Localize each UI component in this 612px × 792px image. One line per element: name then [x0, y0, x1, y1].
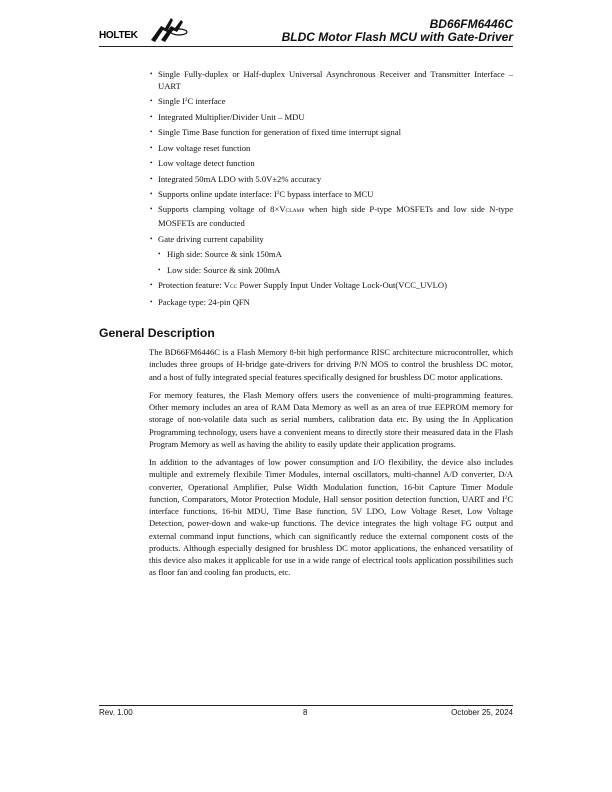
header-divider	[99, 46, 513, 47]
date: October 25, 2024	[451, 708, 513, 717]
list-item	[150, 127, 513, 139]
bullet-icon: •	[150, 281, 153, 289]
bullet-icon: •	[150, 205, 153, 214]
revision: Rev. 1.00	[99, 708, 133, 717]
item-text: Package type: 24-pin QFN	[158, 297, 250, 308]
item-text: Power Supply Input Under Voltage Lock-Out(VCC_UVLO)	[237, 280, 447, 290]
paragraph-text: In addition to the advantages of low power consumption and I/O flexibility, the device also includes multiple and extremely flexibile Timer Modules, internal oscillators, multi-channel A/D converter, D/A converter, Operational Amplifier, Pulse Width Modulation function, 16-bit Capture Timer Module function, Comparators, Motor Protection Module, Hall sensor position detection function, UART and I	[149, 457, 513, 504]
bullet-icon: •	[150, 97, 153, 106]
document-header	[282, 18, 513, 44]
item-text: C bypass interface to MCU	[279, 188, 374, 199]
document-subtitle: BLDC Motor Flash MCU with Gate-Driver	[281, 30, 513, 44]
sub-list-item	[150, 265, 513, 277]
paragraph	[149, 456, 513, 579]
footer-divider	[99, 705, 513, 706]
item-text: Gate driving current capability	[158, 233, 264, 244]
bullet-icon: •	[150, 112, 153, 121]
sub-list-item	[150, 249, 513, 261]
item-text: Supports clamping voltage of 8×V	[158, 204, 286, 215]
subscript: CLAMP	[285, 208, 305, 215]
item-text: Single Time Base function for generation of fixed time interrupt signal	[158, 127, 401, 138]
bullet-icon: •	[150, 174, 153, 183]
list-item	[150, 158, 513, 170]
paragraph-text: C interface functions, 16-bit MDU, Time Base function, 5V LDO, Low Voltage Reset, Low Voltage Detection, power-down and wake-up functions. The device integrates the high voltage FG output and external command input functions, which can significantly reduce the external component costs of the products. Although especially designed for brushless DC motor applications, the enhanced versatility of this device also makes it applicable for use in a wide range of electrical tools application possibilities such as floor fan and cooling fan products, etc.	[149, 493, 513, 578]
superscript: 2	[184, 98, 188, 104]
list-item	[150, 112, 513, 124]
bullet-icon: •	[150, 143, 153, 152]
bullet-icon: •	[158, 250, 161, 259]
item-text: Supports online update interface: I	[158, 188, 277, 199]
general-description-body	[149, 346, 513, 585]
item-text: Low side: Source & sink 200mA	[167, 264, 281, 275]
paragraph: The BD66FM6446C is a Flash Memory 8-bit high performance RISC architecture microcontroller, which includes three groups of H-bridge gate-drivers for driving P/N MOS to control the brushless DC motor, and a host of fully integrated special features specifically designed for brushless DC motor applications.	[149, 347, 513, 382]
superscript: 2	[504, 495, 508, 501]
section-heading: General Description	[99, 326, 215, 340]
bullet-icon: •	[150, 234, 153, 243]
item-text: High side: Source & sink 150mA	[167, 249, 282, 260]
bullet-icon: •	[150, 70, 153, 78]
part-number: BD66FM6446C	[429, 17, 513, 31]
feature-list	[150, 69, 513, 313]
list-item	[150, 297, 513, 309]
list-item	[150, 280, 513, 294]
bullet-icon: •	[150, 298, 153, 307]
bullet-icon: •	[158, 265, 161, 274]
list-item	[150, 234, 513, 246]
holtek-logo	[99, 16, 189, 42]
item-text: when high side P-type MOSFETs and low side N-type MOSFETs are conducted	[158, 204, 514, 229]
item-text: Integrated 50mA LDO with 5.0V±2% accuracy	[158, 173, 322, 184]
paragraph: For memory features, the Flash Memory offers users the convenience of multi-programming features. Other memory includes an area of RAM Data Memory as well as an area of true EEPROM memory for storage of non-volatile data such as serial numbers, calibration data etc. By using the In Application Programming technology, users have a convenient means to directly store their measured data in the Flash Program Memory as well as having the ability to easily update their application programs.	[149, 389, 513, 449]
superscript: 2	[276, 190, 280, 196]
list-item	[150, 96, 513, 108]
list-item	[150, 204, 513, 229]
item-text: Low voltage reset function	[158, 142, 251, 153]
item-text: Single I	[158, 96, 185, 107]
item-text: Low voltage detect function	[158, 158, 255, 169]
item-text: Protection feature: V	[158, 280, 230, 290]
item-text: C interface	[187, 96, 226, 107]
list-item	[150, 69, 513, 92]
page-number: 8	[303, 708, 308, 717]
list-item	[150, 174, 513, 186]
item-text: Single Fully-duplex or Half-duplex Universal Asynchronous Receiver and Transmitter Interface – UART	[158, 69, 513, 91]
bullet-icon: •	[150, 159, 153, 168]
subscript: CC	[229, 284, 238, 290]
bullet-icon: •	[150, 128, 153, 137]
item-text: Integrated Multiplier/Divider Unit – MDU	[158, 111, 305, 122]
list-item	[150, 143, 513, 155]
bullet-icon: •	[150, 189, 153, 198]
svg-text:HOLTEK: HOLTEK	[99, 30, 138, 41]
list-item	[150, 189, 513, 201]
